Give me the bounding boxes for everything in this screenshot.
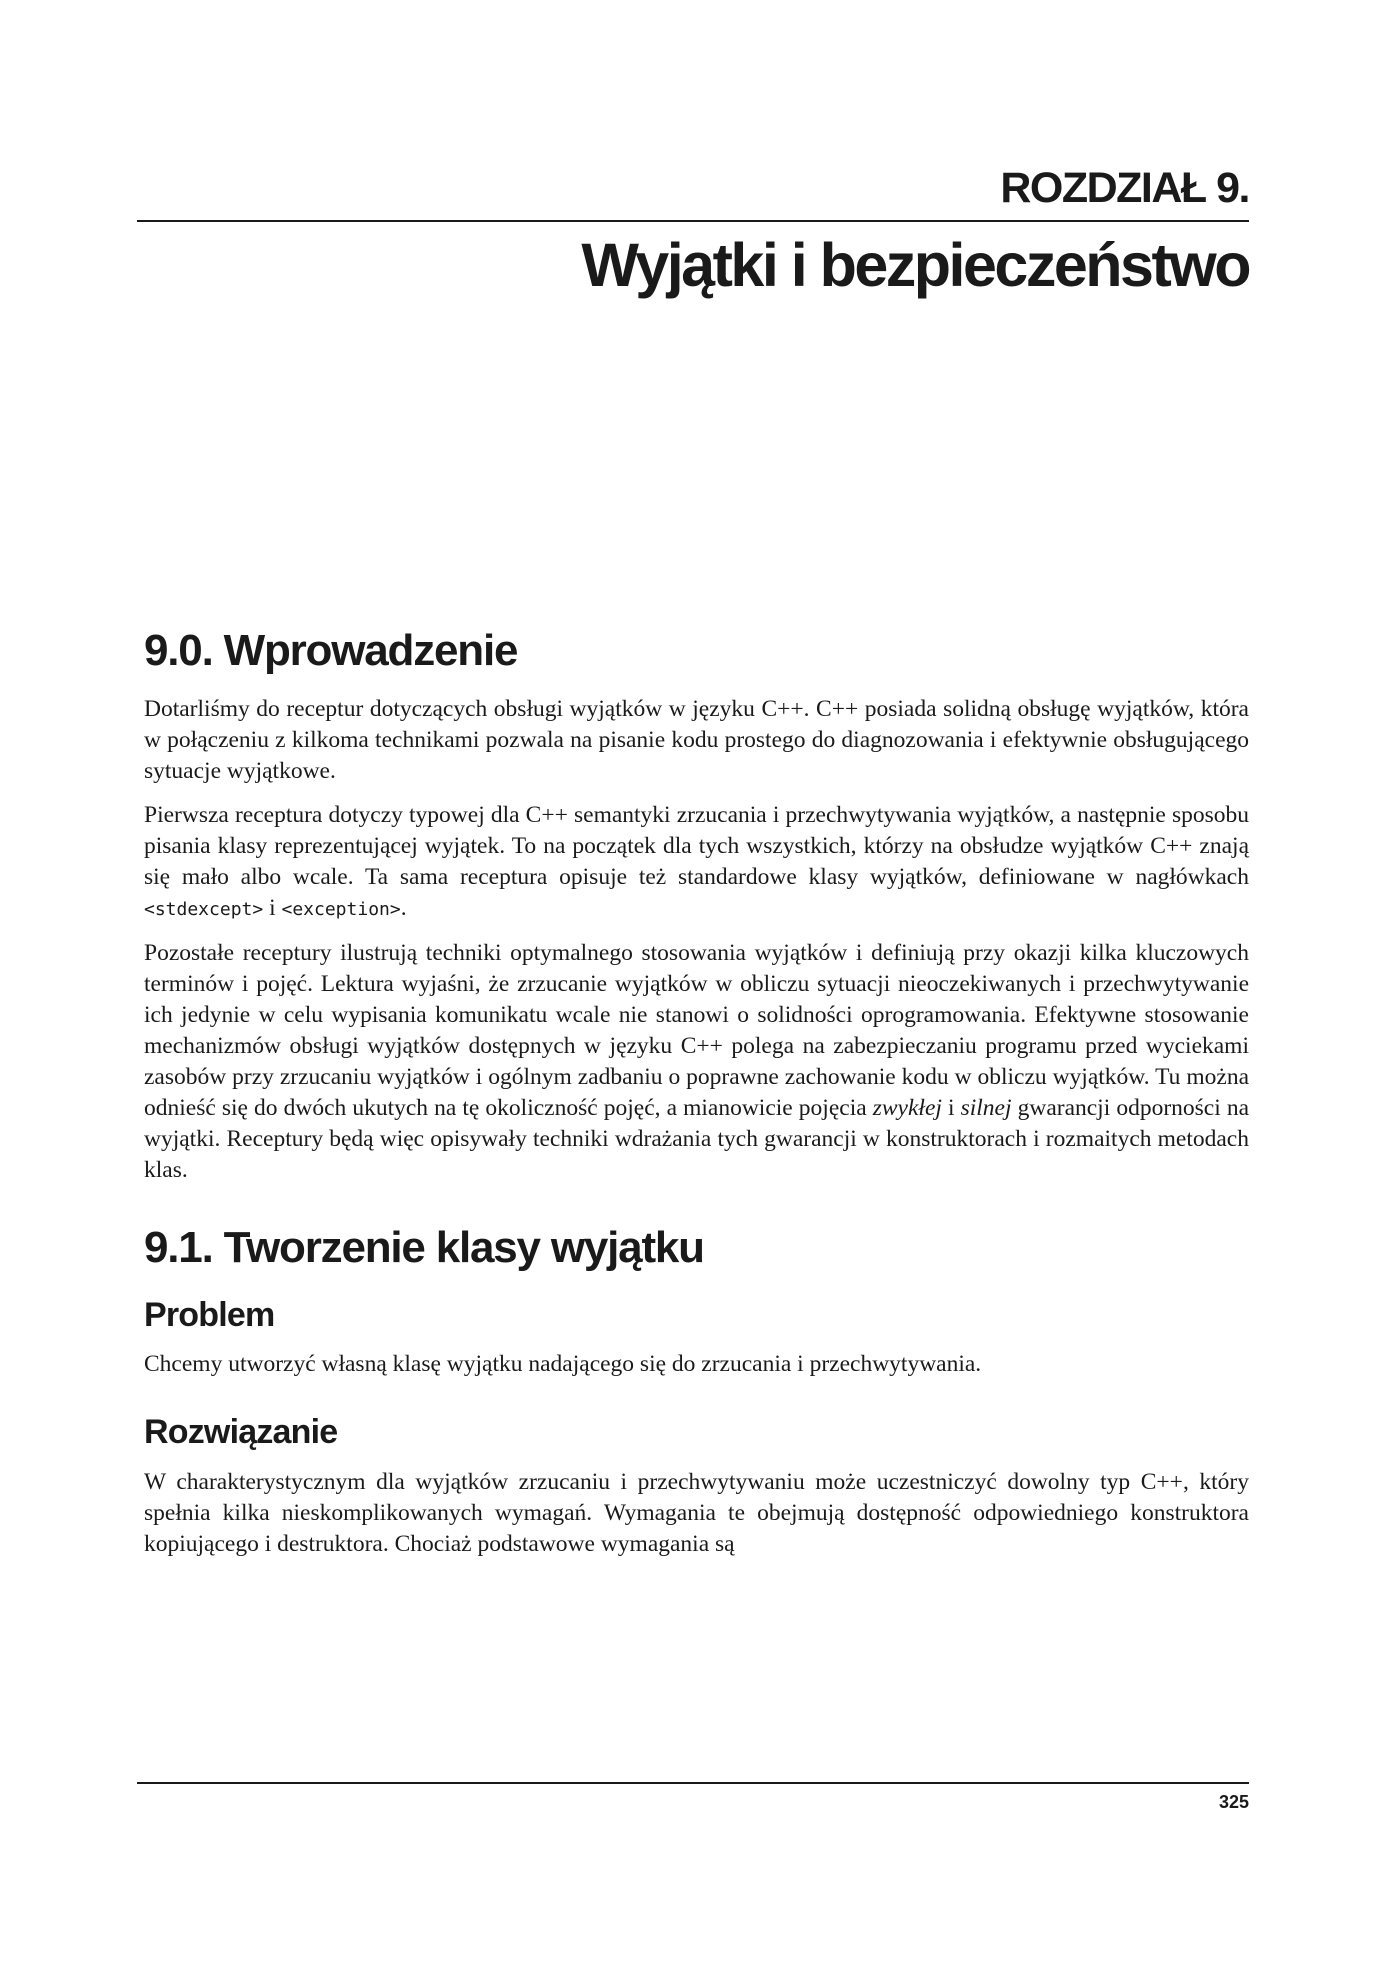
intro-paragraph-2-text: Pierwsza receptura dotyczy typowej dla C++ semantyki zrzucania i przechwytywania wyjątków, a następnie sposobu pisania klasy reprezentującej wyjątek. To na początek dla tych wszystkich, którzy na obsłudze wyjątków C++ znają się mało albo wcale. Ta sama receptura opisuje też standardowe klasy wyjątków, definiowane w nagłówkach [144, 801, 1249, 890]
section-heading-intro: 9.0. Wprowadzenie [144, 626, 518, 675]
solution-paragraph: W charakterystycznym dla wyjątków zrzucaniu i przechwytywaniu może uczestniczyć dowolny typ C++, który spełnia kilka nieskomplikowanych wymagań. Wymagania te obejmują dostępność odpowiedniego konstruktora kopiującego i destruktora. Chociaż podstawowe wymagania są [144, 1469, 1249, 1558]
intro-paragraph-3 [144, 938, 1249, 1186]
page-number: 325 [1218, 1792, 1249, 1812]
solution-heading: Rozwiązanie [144, 1413, 338, 1452]
chapter-label: ROZDZIAŁ 9. [1000, 164, 1249, 212]
intro-paragraph-2-end: . [400, 894, 407, 921]
stdexcept-code: <stdexcept> [144, 898, 264, 920]
section-heading-recipe-1: 9.1. Tworzenie klasy wyjątku [144, 1222, 704, 1272]
intro-paragraph-1: Dotarliśmy do receptur dotyczących obsługi wyjątków w języku C++. C++ posiada solidną obsługę wyjątków, która w połączeniu z kilkoma technikami pozwala na pisanie kodu prostego do diagnozowania i efektywnie obsługującego sytuacje wyjątkowe. [144, 695, 1249, 784]
intro-paragraph-3-part-c: gwarancji odporności na wyjątki. Receptury będą więc opisywały techniki wdrażania tych gwarancji w konstruktorach i rozmaitych metodach klas. [144, 1094, 1250, 1183]
term-silnej: silnej [960, 1094, 1012, 1121]
intro-paragraph-3-part-a: Pozostałe receptury ilustrują techniki optymalnego stosowania wyjątków i definiują przy okazji kilka kluczowych terminów i pojęć. Lektura wyjaśni, że zrzucanie wyjątków w obliczu sytuacji nieoczekiwanych i przechwytywanie ich jedynie w celu wypisania komunikatu wcale nie stanowi o solidności oprogramowania. Efektywne stosowanie mechanizmów obsługi wyjątków dostępnych w języku C++ polega na zabezpieczaniu programu przed wyciekami zasobów przy zrzucaniu wyjątków i ogólnym zadbaniu o poprawne zachowanie kodu w obliczu wyjątków. Tu można odnieść się do dwóch ukutych na tę okoliczność pojęć, a mianowicie pojęcia [144, 939, 1249, 1121]
footer-divider [137, 1782, 1249, 1784]
intro-paragraph-3-part-b: i [947, 1094, 955, 1121]
chapter-divider [137, 220, 1249, 222]
chapter-title: Wyjątki i bezpieczeństwo [581, 231, 1249, 299]
exception-code: <exception> [281, 898, 401, 920]
problem-heading: Problem [144, 1295, 275, 1334]
intro-paragraph-2-conjunction: i [269, 894, 276, 921]
page-content [144, 625, 1249, 1560]
problem-paragraph: Chcemy utworzyć własną klasę wyjątku nadającego się do zrzucania i przechwytywania. [144, 1351, 982, 1378]
intro-paragraph-2 [144, 800, 1249, 925]
term-zwyklej: zwykłej [872, 1094, 942, 1121]
